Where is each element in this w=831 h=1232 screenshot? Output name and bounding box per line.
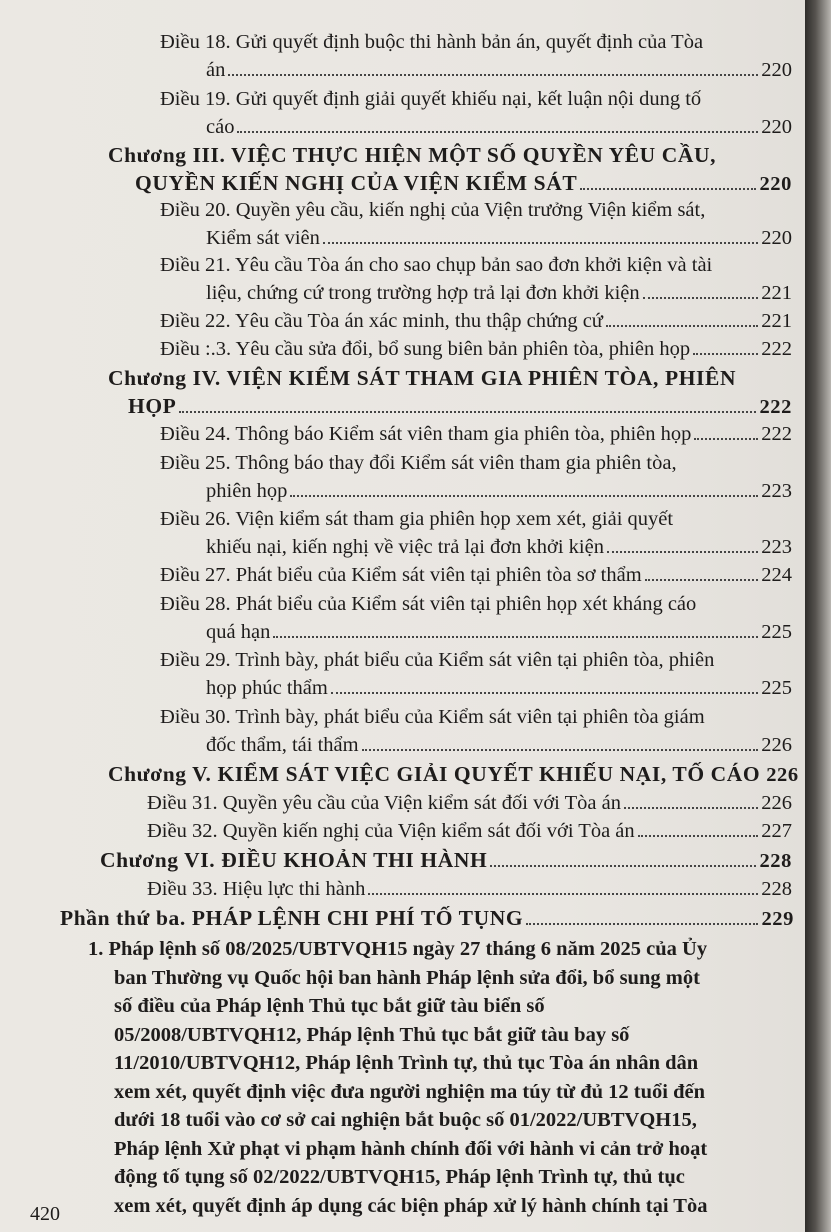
toc-entry (147, 817, 792, 845)
toc-entry-title: Điều 30. Trình bày, phát biểu của Kiểm sát viên tại phiên tòa giám (160, 706, 705, 728)
ordinance-paragraph (88, 935, 768, 1220)
toc-page-number: 221 (761, 282, 792, 304)
toc-page-number: 224 (761, 564, 792, 586)
paragraph-text: dưới 18 tuổi vào cơ sở cai nghiện bắt buộc số 01/2022/UBTVQH15, (114, 1109, 697, 1131)
toc-entry (160, 420, 792, 448)
toc-chapter-title-cont: QUYỀN KIẾN NGHỊ CỦA VIỆN KIỂM SÁT (135, 171, 578, 195)
toc-page-number: 220 (761, 116, 792, 138)
toc-chapter-title: Chương III. VIỆC THỰC HIỆN MỘT SỐ QUYỀN YÊU CẦU, (108, 143, 717, 167)
dot-leader (490, 865, 756, 867)
toc-page-number: 223 (761, 480, 792, 502)
dot-leader (607, 551, 758, 553)
dot-leader (273, 636, 758, 638)
toc-page-number: 226 (766, 764, 799, 786)
toc-entry (147, 789, 792, 817)
toc-entry-title: Điều 19. Gửi quyết định giải quyết khiếu nại, kết luận nội dung tố (160, 88, 702, 110)
toc-entry-title: Điều :.3. Yêu cầu sửa đổi, bổ sung biên bản phiên tòa, phiên họp (160, 338, 691, 360)
toc-entry-title: Điều 27. Phát biểu của Kiểm sát viên tại phiên tòa sơ thẩm (160, 564, 642, 586)
toc-entry-title-cont: họp phúc thẩm (206, 677, 328, 699)
toc-chapter-title-cont: HỌP (128, 394, 177, 418)
toc-page-number: 220 (759, 173, 792, 195)
paragraph-line (88, 1163, 768, 1192)
toc-page-number: 220 (761, 59, 792, 81)
paragraph-line (88, 1049, 768, 1078)
toc-page-number: 228 (759, 850, 792, 872)
paragraph-text: xem xét, quyết định việc đưa người nghiện ma túy từ đủ 12 tuổi đến (114, 1080, 706, 1103)
dot-leader (228, 74, 758, 76)
toc-entry (160, 449, 792, 505)
dot-leader (643, 297, 759, 299)
toc-entry (160, 646, 792, 702)
toc-chapter (108, 141, 792, 198)
dot-leader (290, 495, 758, 497)
dot-leader (638, 835, 759, 837)
paragraph-line (88, 1192, 768, 1221)
toc-entry-title: Điều 18. Gửi quyết định buộc thi hành bản án, quyết định của Tòa (160, 31, 704, 53)
paragraph-line (88, 935, 768, 964)
toc-page-number: 226 (761, 734, 792, 756)
toc-page-number: 229 (761, 908, 794, 930)
toc-entry-title: Điều 31. Quyền yêu cầu của Viện kiểm sát đối với Tòa án (147, 792, 621, 814)
toc-chapter (108, 760, 799, 789)
paragraph-text: số điều của Pháp lệnh Thủ tục bắt giữ tàu biển số (114, 995, 545, 1017)
dot-leader (645, 579, 759, 581)
toc-entry-title: Điều 28. Phát biểu của Kiểm sát viên tại phiên họp xét kháng cáo (160, 593, 697, 615)
toc-entry (147, 875, 792, 903)
paragraph-text: Pháp lệnh Xử phạt vi phạm hành chính đối với hành vi cản trở hoạt (114, 1137, 708, 1160)
toc-chapter-title: Chương IV. VIỆN KIỂM SÁT THAM GIA PHIÊN TÒA, PHIÊN (108, 366, 737, 390)
paragraph-text: xem xét, quyết định áp dụng các biện pháp xử lý hành chính tại Tòa (114, 1194, 708, 1217)
toc-entry-title-cont: khiếu nại, kiến nghị về việc trả lại đơn khởi kiện (206, 536, 604, 558)
toc-part-title: Phần thứ ba. PHÁP LỆNH CHI PHÍ TỐ TỤNG (60, 906, 524, 930)
toc-page-number: 222 (761, 338, 792, 360)
toc-entry-title-cont: đốc thẩm, tái thẩm (206, 734, 359, 756)
toc-entry-title: Điều 29. Trình bày, phát biểu của Kiểm sát viên tại phiên tòa, phiên (160, 649, 715, 671)
toc-chapter-title: Chương VI. ĐIỀU KHOẢN THI HÀNH (100, 848, 488, 872)
toc-entry-title: Điều 21. Yêu cầu Tòa án cho sao chụp bản sao đơn khởi kiện và tài (160, 254, 713, 276)
toc-page-number: 221 (761, 310, 792, 332)
toc-entry-title: Điều 20. Quyền yêu cầu, kiến nghị của Viện trưởng Viện kiểm sát, (160, 199, 706, 221)
paragraph-text: động tố tụng số 02/2022/UBTVQH15, Pháp lệnh Trình tự, thủ tục (114, 1166, 685, 1188)
toc-entry-title-cont: liệu, chứng cứ trong trường hợp trả lại đơn khởi kiện (206, 282, 640, 304)
toc-entry (160, 28, 792, 84)
toc-entry-title: Điều 26. Viện kiểm sát tham gia phiên họp xem xét, giải quyết (160, 508, 674, 530)
dot-leader (368, 893, 758, 895)
toc-page-number: 227 (761, 820, 792, 842)
toc-entry-title: Điều 33. Hiệu lực thi hành (147, 878, 366, 900)
toc-chapter (100, 846, 792, 875)
toc-part (60, 904, 794, 933)
page-edge-shadow (805, 0, 831, 1232)
toc-page-number: 223 (761, 536, 792, 558)
toc-entry (160, 561, 792, 589)
toc-entry-title-cont: án (206, 59, 226, 81)
dot-leader (237, 131, 758, 133)
paragraph-text: 1. Pháp lệnh số 08/2025/UBTVQH15 ngày 27 tháng 6 năm 2025 của Ủy (88, 938, 708, 960)
toc-page-number: 228 (761, 878, 792, 900)
dot-leader (580, 188, 756, 190)
toc-entry-title: Điều 25. Thông báo thay đổi Kiểm sát viên tham gia phiên tòa, (160, 452, 677, 474)
dot-leader (331, 692, 758, 694)
toc-entry (160, 505, 792, 561)
paragraph-line (88, 964, 768, 993)
toc-page-number: 222 (759, 396, 792, 418)
toc-page-number: 225 (761, 621, 792, 643)
toc-page-number: 225 (761, 677, 792, 699)
dot-leader (362, 749, 759, 751)
toc-entry (160, 590, 792, 646)
paragraph-line (88, 1106, 768, 1135)
page-number: 420 (30, 1203, 60, 1225)
toc-entry (160, 196, 792, 252)
toc-entry-title-cont: quá hạn (206, 621, 271, 643)
dot-leader (694, 438, 758, 440)
toc-chapter-title: Chương V. KIỂM SÁT VIỆC GIẢI QUYẾT KHIẾU NẠI, TỐ CÁO (108, 762, 761, 786)
toc-entry (160, 703, 792, 759)
toc-entry (160, 85, 792, 141)
dot-leader (526, 923, 758, 925)
dot-leader (693, 353, 758, 355)
toc-entry-title: Điều 24. Thông báo Kiểm sát viên tham gia phiên tòa, phiên họp (160, 423, 692, 445)
dot-leader (179, 411, 756, 413)
toc-entry (160, 335, 792, 363)
toc-page-number: 226 (761, 792, 792, 814)
paragraph-text: 05/2008/UBTVQH12, Pháp lệnh Thủ tục bắt giữ tàu bay số (114, 1023, 630, 1046)
toc-entry-title: Điều 32. Quyền kiến nghị của Viện kiểm sát đối với Tòa án (147, 820, 635, 842)
toc-page-number: 220 (761, 227, 792, 249)
dot-leader (624, 807, 758, 809)
paragraph-text: 11/2010/UBTVQH12, Pháp lệnh Trình tự, thủ tục Tòa án nhân dân (114, 1052, 699, 1074)
toc-chapter (108, 364, 792, 421)
paragraph-line (88, 1078, 768, 1107)
dot-leader (606, 325, 758, 327)
paragraph-text: ban Thường vụ Quốc hội ban hành Pháp lệnh sửa đổi, bổ sung một (114, 966, 700, 989)
toc-entry-title-cont: phiên họp (206, 480, 288, 502)
paragraph-line (88, 1021, 768, 1050)
paragraph-line (88, 1135, 768, 1164)
paragraph-line (88, 992, 768, 1021)
toc-page-number: 222 (761, 423, 792, 445)
dot-leader (323, 242, 758, 244)
toc-entry (160, 307, 792, 335)
toc-entry (160, 251, 792, 307)
toc-entry-title-cont: cáo (206, 116, 235, 138)
toc-entry-title: Điều 22. Yêu cầu Tòa án xác minh, thu thập chứng cứ (160, 310, 603, 332)
toc-entry-title-cont: Kiểm sát viên (206, 227, 320, 249)
